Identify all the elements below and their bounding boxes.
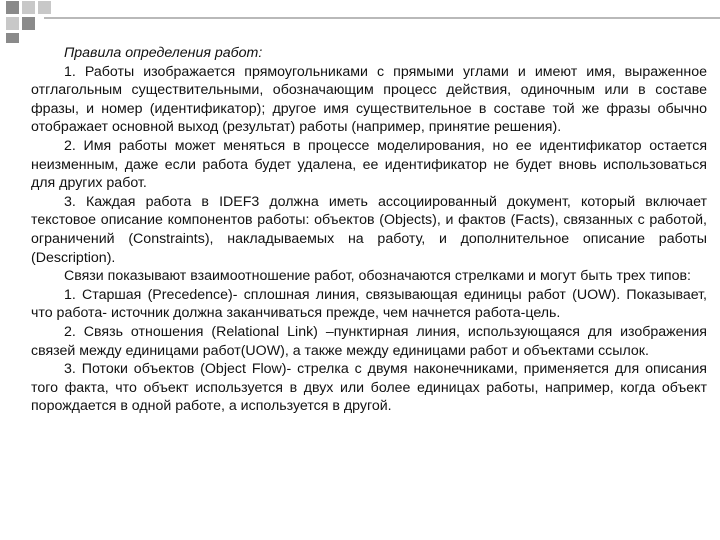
paragraph-links-intro: Связи показывают взаимоотношение работ, обозначаются стрелками и могут быть трех типов: — [64, 268, 691, 285]
header-divider-line — [44, 17, 720, 19]
decor-square-4 — [22, 17, 35, 30]
slide-body — [31, 44, 707, 416]
paragraph-link-object-flow: 3. Потоки объектов (Object Flow)- стрелка с двумя наконечниками, применяется для описания того факта, что объект используется в двух или более единицах работы, например, когда объект порождается в одной работе, а используется в другой. — [31, 361, 707, 415]
paragraph-rule-1: 1. Работы изображается прямоугольниками с прямыми углами и имеют имя, выраженное отглагольным существительными, обозначающим процесс действия, одиночным или в составе фразы, и номер (идентификатор); другое имя существительное в составе той же фразы обычно отображает основной выход (результат) работы (например, принятие решения). — [31, 63, 707, 136]
decor-square-6 — [38, 1, 51, 14]
decor-square-3 — [6, 17, 19, 30]
paragraph-rule-2: 2. Имя работы может меняться в процессе моделирования, но ее идентификатор остается неизменным, даже если работа будет удалена, ее идентификатор не будет вновь использоваться для других работ. — [31, 137, 707, 192]
paragraph-link-relational: 2. Связь отношения (Relational Link) –пунктирная линия, использующаяся для изображения связей между единицами работ(UOW), а также между единицами работ и объектами ссылок. — [31, 323, 707, 359]
decor-square-1 — [6, 1, 19, 14]
decor-square-5 — [6, 33, 19, 43]
decor-square-2 — [22, 1, 35, 14]
paragraph-link-precedence: 1. Старшая (Precedence)- сплошная линия, связывающая единицы работ (UOW). Показывает, что работа- источник должна заканчиваться прежде, чем начнется работа-цель. — [31, 286, 707, 322]
rules-heading: Правила определения работ: — [64, 45, 263, 61]
paragraph-rule-3: 3. Каждая работа в IDEF3 должна иметь ассоциированный документ, который включает текстовое описание компонентов работы: объектов (Objects), и фактов (Facts), связанных с работой, ограничений (Constraints), накладываемых на работу, и дополнительное описание работы (Description). — [31, 193, 707, 266]
decorative-squares — [0, 0, 720, 48]
